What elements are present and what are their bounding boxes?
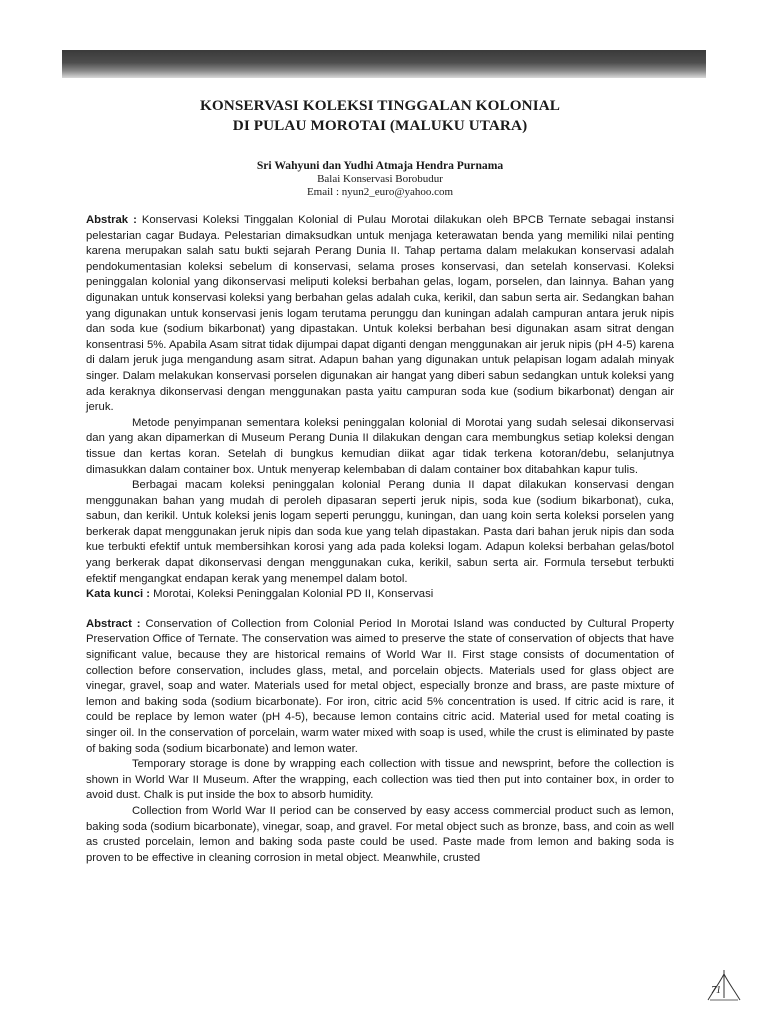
authors: Sri Wahyuni dan Yudhi Atmaja Hendra Purnama <box>256 159 504 172</box>
abstract-paragraph-1 <box>86 617 674 757</box>
abstract-paragraph-2: Temporary storage is done by wrapping each collection with tissue and newsprint, before the collection is shown in World War II Museum. After the wrapping, each collection was tied then put into container box, in order to avoid dust. Chalk is put inside the box to absorb humidity. <box>86 758 674 802</box>
abstrak-paragraph-3: Berbagai macam koleksi peninggalan kolonial Perang dunia II dapat dilakukan konservasi dengan menggunakan bahan yang mudah di peroleh dipasaran seperti jeruk nipis, soda kue (sodium bikarbonat), cuka, sabun, dan kerikil. Untuk koleksi jenis logam seperti perunggu, kuningan, dan uang koin serta koleksi porselen yang berkerak dapat menggunakan jeruk nipis dan soda kue yang telah dipastakan. Pasta dari bahan jeruk nipis dan soda kue terbukti efektif untuk membersihkan korosi yang ada pada koleksi logam. Adapun koleksi berbahan gelas/botol yang berkerak dapat dikonservasi dengan menggunakan cuka, kerikil, sabun serta air. Formula tersebut terbukti efektif mengangkat endapan kerak yang menempel dalam botol. <box>86 479 674 585</box>
paper-content <box>86 96 674 866</box>
abstract-paragraph-3: Collection from World War II period can be conserved by easy access commercial product such as lemon, baking soda (sodium bicarbonate), vinegar, soap, and gravel. For metal object such as bronze, bass, and coin as well as crusted porcelain, lemon and baking soda paste could be used. Paste made from lemon and baking soda is proven to be effective in cleaning corrosion in metal object. Meanwhile, crusted <box>86 804 674 864</box>
abstract-text-1: Conservation of Collection from Colonial Period In Morotai Island was conducted by Cultural Property Preservation Office of Ternate. The conservation was aimed to preserve the state of conservation of objects that have significant value, because they are historical remains of World War II. First stage consists of documentation of collection before conservation, includes glass, metal, and porcelain objects. Materials used for glass object are vinegar, gravel, soap and water. Materials used for metal object, especially bronze and brass, are paste mixture of lemon and baking soda (sodium bicarbonate). For iron, citric acid 5% concentration is used. If citric acid is rare, it could be replace by lemon water (pH 4-5), because lemon contains citric acid. Material used for metal coating is singer oil. In the conservation of porcelain, warm water mixed with soap is used, while the crust is eliminated by paste of baking soda (sodium bicarbonate) and lemon water. <box>86 617 674 755</box>
abstrak-paragraph-1 <box>86 213 674 416</box>
abstrak-section <box>86 213 674 866</box>
paper-title <box>86 96 674 136</box>
title-line-2: DI PULAU MOROTAI (MALUKU UTARA) <box>232 117 528 134</box>
abstrak-label: Abstrak : <box>86 214 137 226</box>
email: Email : nyun2_euro@yahoo.com <box>306 186 454 198</box>
abstrak-paragraph-2: Metode penyimpanan sementara koleksi peninggalan kolonial di Morotai yang sudah selesai dikonservasi dan yang akan dipamerkan di Museum Perang Dunia II dilakukan dengan cara membungkus setiap koleksi dengan tissue dan kertas koran. Setelah di bungkus kemudian diikat agar tidak terkena kotoran/debu, selanjutnya dimasukkan dalam container box. Untuk menyerap kelembaban di dalam container box ditabahkan kapur tulis. <box>86 416 674 476</box>
title-line-1: KONSERVASI KOLEKSI TINGGALAN KOLONIAL <box>199 97 561 114</box>
abstract-label: Abstract : <box>86 617 141 630</box>
header-band <box>62 50 706 78</box>
affiliation: Balai Konservasi Borobudur <box>317 173 443 185</box>
keywords-line <box>86 587 674 603</box>
page-number: 71 <box>711 985 721 996</box>
abstrak-text-1: Konservasi Koleksi Tinggalan Kolonial di Pulau Morotai dilakukan oleh BPCB Ternate sebagai instansi pelestarian cagar Budaya. Pelestarian dimaksudkan untuk menjaga keterawatan benda yang memiliki nilai penting karena merupakan salah satu bukti sejarah Perang Dunia II. Tahap pertama dalam melakukan konservasi adalah pendokumentasian koleksi sebelum di konservasi, selama proses konservasi, dan setelah konservasi. Koleksi peninggalan kolonial yang dikonservasi meliputi koleksi berbahan gelas, logam, porselen, dan lainnya. Bahan yang digunakan untuk konservasi koleksi yang berbahan gelas adalah cuka, kerikil, dan sabun serta air. Sedangkan bahan yang digunakan untuk konservasi jenis logam terutama perunggu dan kuningan adalah campuran antara jeruk nipis dan soda kue (sodium bikarbonat) yang dipastakan. Untuk koleksi berbahan besi digunakan asam sitrat dengan konsentrasi 5%. Apabila Asam sitrat tidak dijumpai dapat diganti dengan menggunakan air jeruk nipis (pH 4-5) karena di dalam jeruk juga mengandung asam sitrat. Adapun bahan yang digunakan untuk pelapisan logam adalah minyak singer. Dalam melakukan konservasi porselen digunakan air hangat yang diberi sabun sedangkan untuk koleksi yang ada keraknya dikonservasi dengan menggunakan pasta yaitu campuran soda kue (sodium bikarbonat) dengan air jeruk. <box>86 214 675 414</box>
keywords-text: Morotai, Koleksi Peninggalan Kolonial PD II, Konservasi <box>153 588 434 601</box>
keywords-label: Kata kunci : <box>86 588 151 601</box>
